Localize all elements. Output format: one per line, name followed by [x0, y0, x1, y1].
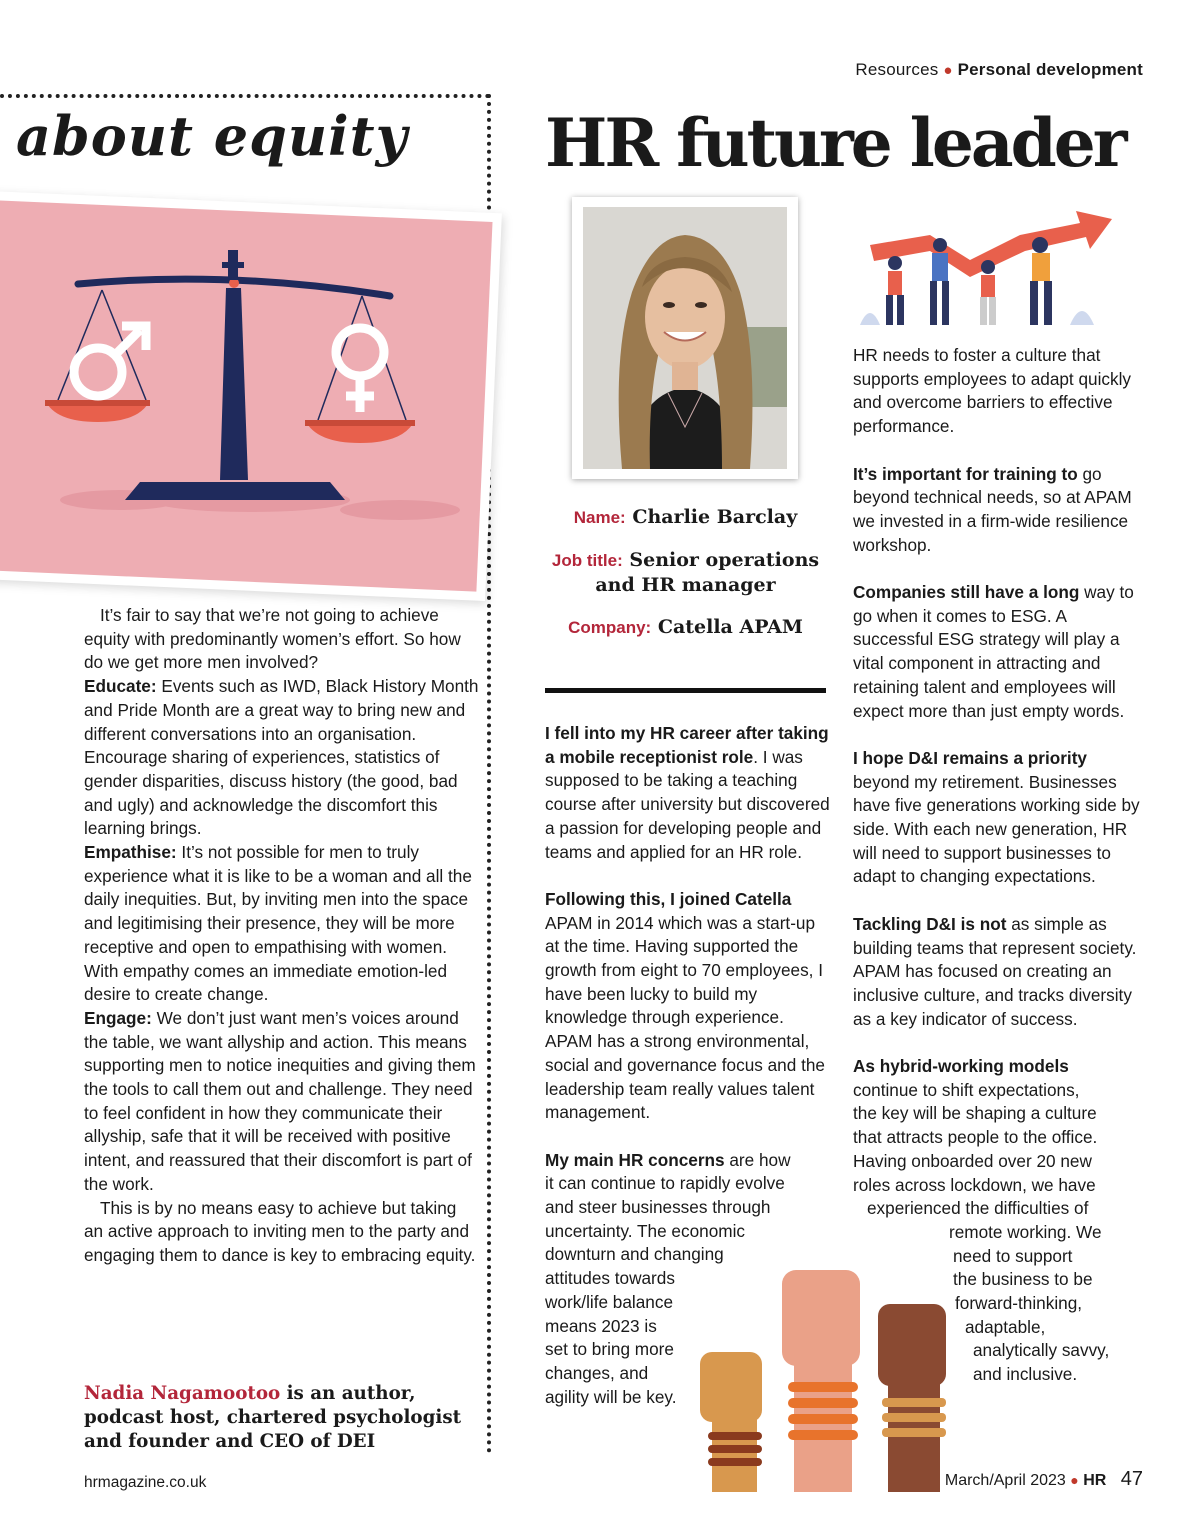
- left-paragraph: Empathise: It’s not possible for men to truly experience what it is like to be a woman and all the daily inequities. But, by inviting men into the space and legitimising their presence, they will be more receptive and open to empathising with women. With empathy comes an immediate emotion-led desire to create change.: [84, 842, 472, 1005]
- profile-company-row: Company: Catella APAM: [568, 616, 803, 638]
- fist-icon: [782, 1270, 860, 1492]
- mid-paragraph: I fell into my HR career after taking a mobile receptionist role. I was supposed to be taking a teaching course after university but discovered a passion for developing people and teams and applied for an HR role.: [545, 723, 830, 862]
- author-name: Nadia Nagamootoo: [84, 1383, 281, 1404]
- right-column: [853, 344, 1143, 1387]
- author-bio: [84, 1382, 484, 1454]
- right-paragraph: Tackling D&I is not as simple as building teams that represent society. APAM has focused on creating an inclusive culture, and tracks diversity as a key indicator of success.: [853, 913, 1137, 1029]
- section-label: Resources: [855, 60, 939, 79]
- right-paragraph: Companies still have a long way to go when it comes to ESG. A successful ESG strategy will play a vital component in attracting and retaining talent and employees will expect more than just empty words.: [853, 582, 1134, 721]
- profile-rule: [545, 688, 826, 693]
- female-symbol-icon: [336, 328, 384, 412]
- magazine-name: HR: [1083, 1472, 1107, 1489]
- running-head: [855, 60, 1143, 80]
- left-article-body: [84, 604, 479, 1268]
- subsection-label: Personal development: [957, 60, 1143, 79]
- profile-details: [545, 505, 826, 658]
- profile-job-row: Job title: Senior operations and HR manager: [551, 549, 820, 596]
- profile-photo: [572, 197, 798, 479]
- fist-icon: [878, 1304, 946, 1492]
- footer-site: hrmagazine.co.uk: [84, 1474, 207, 1491]
- concerns-paragraph: My main HR concerns are how it can continue to rapidly evolve and steer businesses through uncertainty. The economic downturn and changing attitudes towards work/life balance means 2023 is set to bring more changes, and agility will be key.: [545, 1149, 791, 1407]
- right-section-title: HR future leader: [545, 104, 1125, 182]
- bullet-dot-icon: ●: [943, 62, 953, 79]
- team-growth-illustration: [850, 205, 1130, 335]
- dotted-divider-top: [0, 94, 490, 98]
- mid-paragraph: Following this, I joined Catella APAM in 2014 which was a start-up at the time. Having supported the growth from eight to 70 employees, I have been lucky to build my knowledge through experience. APAM has a strong environmental, social and governance focus and the leadership team really values talent management.: [545, 888, 825, 1123]
- issue-date: March/April 2023: [944, 1472, 1066, 1489]
- bullet-dot-icon: ●: [1070, 1472, 1079, 1488]
- left-section-title: about equity: [16, 104, 408, 168]
- right-paragraph: I hope D&I remains a priority beyond my retirement. Businesses have five generations working side by side. With each new generation, HR will need to support businesses to adapt to changing expectations.: [853, 747, 1140, 887]
- left-paragraph: Engage: We don’t just want men’s voices around the table, we want allyship and action. This means supporting men to notice inequities and giving them the tools to call them out and challenge. They need to feel confident in how they communicate their allyship, safe that it will be received with positive intent, and reassured that their discomfort is part of the work.: [84, 1007, 476, 1194]
- right-paragraph: It’s important for training to go beyond technical needs, so at APAM we invested in a firm-wide resilience workshop.: [853, 463, 1132, 555]
- footer-issue: [945, 1468, 1143, 1491]
- page-number: 47: [1120, 1468, 1143, 1490]
- hybrid-paragraph: As hybrid-working models continue to shift expectations, the key will be shaping a culture that attracts people to the office. Having onboarded over 20 new roles across lockdown, we have experienced the difficulties of remote working. We need to support the business to be forward-thinking, adaptable, analytically savvy, and inclusive.: [853, 1056, 1110, 1385]
- right-paragraph: HR needs to foster a culture that supports employees to adapt quickly and overcome barriers to effective performance.: [853, 345, 1132, 437]
- male-symbol-icon: [74, 326, 146, 396]
- profile-photo-frame: [572, 197, 798, 479]
- fist-icon: [700, 1352, 762, 1492]
- profile-name-row: Name: Charlie Barclay: [573, 506, 798, 528]
- scales-of-justice-illustration: [0, 200, 500, 580]
- raised-fists-illustration: [690, 1262, 955, 1492]
- left-paragraph: It’s fair to say that we’re not going to achieve equity with predominantly women’s effort. So how do we get more men involved?: [84, 605, 461, 673]
- author-bio-text: is an author, podcast host, chartered psychologist and founder and CEO of DEI: [84, 1383, 462, 1452]
- left-paragraph: This is by no means easy to achieve but taking an active approach to inviting men to the party and engaging them to dance is key to embracing equity.: [84, 1197, 476, 1265]
- left-paragraph: Educate: Events such as IWD, Black History Month and Pride Month are a great way to bring new and different conversations into an organisation. Encourage sharing of experiences, statistics of gender disparities, discuss history (the good, bad and ugly) and acknowledge the discomfort this learning brings.: [84, 676, 479, 839]
